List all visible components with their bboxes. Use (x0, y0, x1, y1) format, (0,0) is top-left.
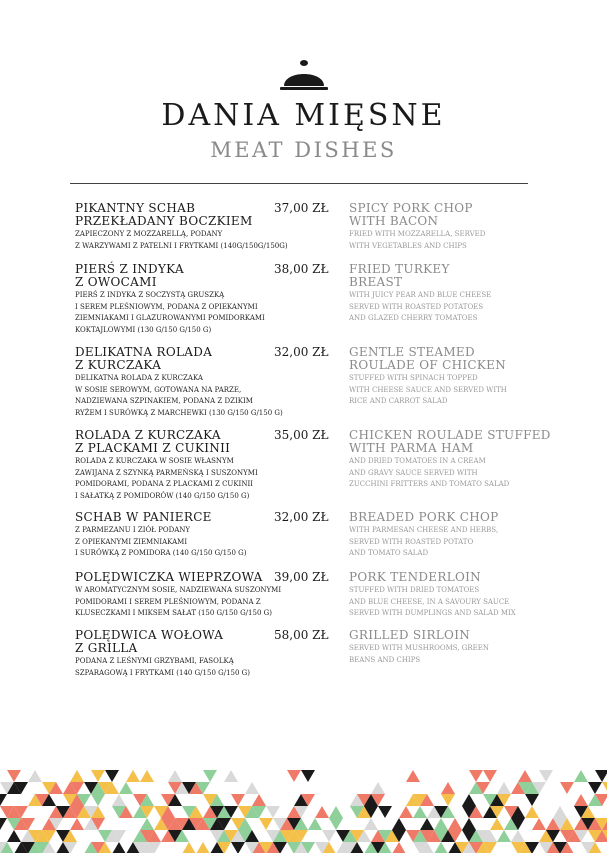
pattern-triangle (315, 806, 329, 818)
pattern-triangle (497, 830, 511, 842)
dish-description-pl: W AROMATYCZNYM SOSIE, NADZIEWANA SUSZONYMI POMIDORAMI I SEREM PLEŚNIOWYM, PODANA Z KLUSECZKAMI I MIKSEM SAŁAT (150 G/150 G/150 G) (75, 586, 282, 617)
dish-description-en: FRIED WITH MOZZARELLA, SERVED WITH VEGETABLES AND CHIPS (349, 230, 486, 250)
pattern-triangle (392, 818, 406, 830)
menu-item-english (349, 511, 559, 560)
dish-name-en: GENTLE STEAMED ROULADE OF CHICKEN (349, 345, 506, 372)
dish-description-pl: Z PARMEZANU I ZIÓŁ PODANY Z OPIEKANYMI ZIEMNIAKAMI I SURÓWKĄ Z POMIDORA (140 G/150 G/150 G) (75, 526, 247, 557)
pattern-triangle (497, 782, 511, 794)
pattern-triangle (91, 770, 105, 782)
dish-description-pl: ROLADA Z KURCZAKA W SOSIE WŁASNYM ZAWIJANA Z SZYNKĄ PARMEŃSKĄ I SUSZONYMI POMIDORAMI, PODANA Z PLACKAMI Z CUKINII I SAŁATKĄ Z POMIDORÓW (140 G/150 G/150 G) (75, 457, 258, 500)
pattern-triangle (28, 770, 42, 782)
pattern-triangle (483, 770, 497, 782)
pattern-triangle (532, 818, 546, 830)
pattern-triangle (0, 794, 7, 806)
dish-price: 38,00 ZŁ (274, 262, 329, 276)
pattern-triangle (392, 842, 406, 853)
dish-description-pl: ZAPIECZONY Z MOZZARELLĄ, PODANY Z WARZYWAMI Z PATELNI I FRYTKAMI (140G/150G/150G) (75, 230, 288, 250)
pattern-triangle (168, 770, 182, 782)
menu-item-english (349, 429, 559, 491)
dish-name-pl: DELIKATNA ROLADA Z KURCZAKA (75, 345, 213, 372)
dish-name-pl: SCHAB W PANIERCE (75, 510, 212, 524)
pattern-triangle (525, 794, 539, 806)
page-title: DANIA MIĘSNE (161, 98, 446, 133)
pattern-triangle (462, 818, 476, 830)
dish-description-en: STUFFED WITH DRIED TOMATOES AND BLUE CHEESE, IN A SAVOURY SAUCE SERVED WITH DUMPLINGS AND SALAD MIX (349, 586, 516, 617)
pattern-triangle (0, 818, 7, 830)
pattern-triangle (203, 770, 217, 782)
menu-item-english (349, 263, 559, 325)
menu-item-english (349, 202, 559, 252)
pattern-triangle (329, 806, 343, 818)
dish-description-pl: DELIKATNA ROLADA Z KURCZAKA W SOSIE SEROWYM, GOTOWANA NA PARZE, NADZIEWANA SZPINAKIEM, PODANA Z DZIKIM RYŻEM I SURÓWKĄ Z MARCHEWKI (130 G/150 G/150 G) (75, 374, 283, 417)
dish-name-en: BREADED PORK CHOP (349, 510, 499, 524)
dish-name-en: FRIED TURKEY BREAST (349, 262, 450, 289)
dish-description-pl: PODANA Z LEŚNYMI GRZYBAMI, FASOLKĄ SZPARAGOWĄ I FRYTKAMI (140 G/150 G/150 G) (75, 657, 250, 677)
pattern-triangle (252, 794, 266, 806)
pattern-triangle (420, 818, 434, 830)
dish-name-en: SPICY PORK CHOP WITH BACON (349, 201, 473, 228)
pattern-triangle (140, 770, 154, 782)
dish-name-en: PORK TENDERLOIN (349, 570, 481, 584)
dish-name-pl: POLĘDWICA WOŁOWA Z GRILLA (75, 628, 224, 655)
menu-item-english (349, 629, 559, 666)
pattern-triangle (413, 806, 427, 818)
pattern-triangle (490, 818, 504, 830)
menu-item-english (349, 346, 559, 408)
pattern-triangle (7, 830, 21, 842)
pattern-triangle (434, 818, 448, 830)
dish-price: 32,00 ZŁ (274, 510, 329, 524)
pattern-triangle (329, 818, 343, 830)
pattern-triangle (518, 770, 532, 782)
pattern-triangle (399, 806, 413, 818)
pattern-triangle (511, 830, 525, 842)
pattern-triangle (378, 806, 392, 818)
pattern-triangle (70, 770, 84, 782)
pattern-triangle (574, 770, 588, 782)
pattern-triangle (574, 794, 588, 806)
pattern-triangle (91, 794, 105, 806)
decorative-triangle-pattern (0, 770, 607, 853)
pattern-triangle (364, 818, 378, 830)
pattern-triangle (539, 770, 553, 782)
pattern-triangle (126, 770, 140, 782)
menu-item-english (349, 571, 559, 620)
pattern-triangle (308, 818, 322, 830)
pattern-triangle (140, 818, 154, 830)
dish-name-en: GRILLED SIRLOIN (349, 628, 471, 642)
pattern-triangle (588, 782, 602, 794)
pattern-triangle (112, 794, 126, 806)
pattern-triangle (105, 770, 119, 782)
dish-name-pl: PIERŚ Z INDYKA Z OWOCAMI (75, 262, 184, 289)
pattern-triangle (7, 770, 21, 782)
dish-description-pl: PIERŚ Z INDYKA Z SOCZYSTĄ GRUSZKĄ I SEREM PLEŚNIOWYM, PODANA Z OPIEKANYMI ZIEMNIAKAMI I GLAZUROWANYMI POMIDORKAMI KOKTAJLOWYMI (130 G/150 G/150 G) (75, 291, 265, 334)
pattern-triangle (371, 782, 385, 794)
dish-price: 32,00 ZŁ (274, 345, 329, 359)
pattern-triangle (595, 770, 607, 782)
pattern-triangle (231, 794, 245, 806)
pattern-triangle (119, 782, 133, 794)
pattern-triangle (112, 842, 126, 853)
pattern-triangle (287, 770, 301, 782)
pattern-triangle (259, 818, 273, 830)
pattern-triangle (469, 770, 483, 782)
dish-name-pl: ROLADA Z KURCZAKA Z PLACKAMI Z CUKINII (75, 428, 231, 455)
page-subtitle: MEAT DISHES (210, 138, 397, 162)
pattern-triangle (441, 794, 455, 806)
dish-description-en: SERVED WITH MUSHROOMS, GREEN BEANS AND CHIPS (349, 644, 489, 664)
pattern-triangle (553, 806, 567, 818)
pattern-triangle (602, 782, 607, 794)
dish-price: 35,00 ZŁ (274, 428, 329, 442)
pattern-triangle (231, 842, 245, 853)
dish-description-en: WITH JUICY PEAR AND BLUE CHEESE SERVED WITH ROASTED POTATOES AND GLAZED CHERRY TOMATOES (349, 291, 492, 322)
dish-price: 39,00 ZŁ (274, 570, 329, 584)
dish-name-pl: POLĘDWICZKA WIEPRZOWA (75, 570, 263, 584)
pattern-triangle (448, 818, 462, 830)
divider (70, 183, 528, 184)
pattern-triangle (560, 782, 574, 794)
dish-price: 37,00 ZŁ (274, 201, 329, 215)
pattern-triangle (266, 806, 280, 818)
pattern-triangle (441, 782, 455, 794)
dish-name-pl: PIKANTNY SCHAB PRZEKŁADANY BOCZKIEM (75, 201, 253, 228)
pattern-triangle (434, 842, 448, 853)
dish-description-en: AND DRIED TOMATOES IN A CREAM AND GRAVY SAUCE SERVED WITH ZUCCHINI FRITTERS AND TOMATO SALAD (349, 457, 510, 488)
dish-description-en: WITH PARMESAN CHEESE AND HERBS, SERVED WITH ROASTED POTATO AND TOMATO SALAD (349, 526, 499, 557)
pattern-triangle (224, 770, 238, 782)
pattern-triangle (462, 794, 476, 806)
pattern-triangle (182, 842, 196, 853)
pattern-triangle (70, 818, 84, 830)
pattern-triangle (525, 806, 539, 818)
pattern-triangle (322, 830, 336, 842)
pattern-triangle (406, 770, 420, 782)
pattern-triangle (301, 770, 315, 782)
pattern-triangle (245, 782, 259, 794)
cloche-icon (279, 58, 329, 98)
dish-price: 58,00 ZŁ (274, 628, 329, 642)
dish-description-en: STUFFED WITH SPINACH TOPPED WITH CHEESE SAUCE AND SERVED WITH RICE AND CARROT SALAD (349, 374, 507, 405)
dish-name-en: CHICKEN ROULADE STUFFED WITH PARMA HAM (349, 428, 551, 455)
pattern-triangle (196, 842, 210, 853)
